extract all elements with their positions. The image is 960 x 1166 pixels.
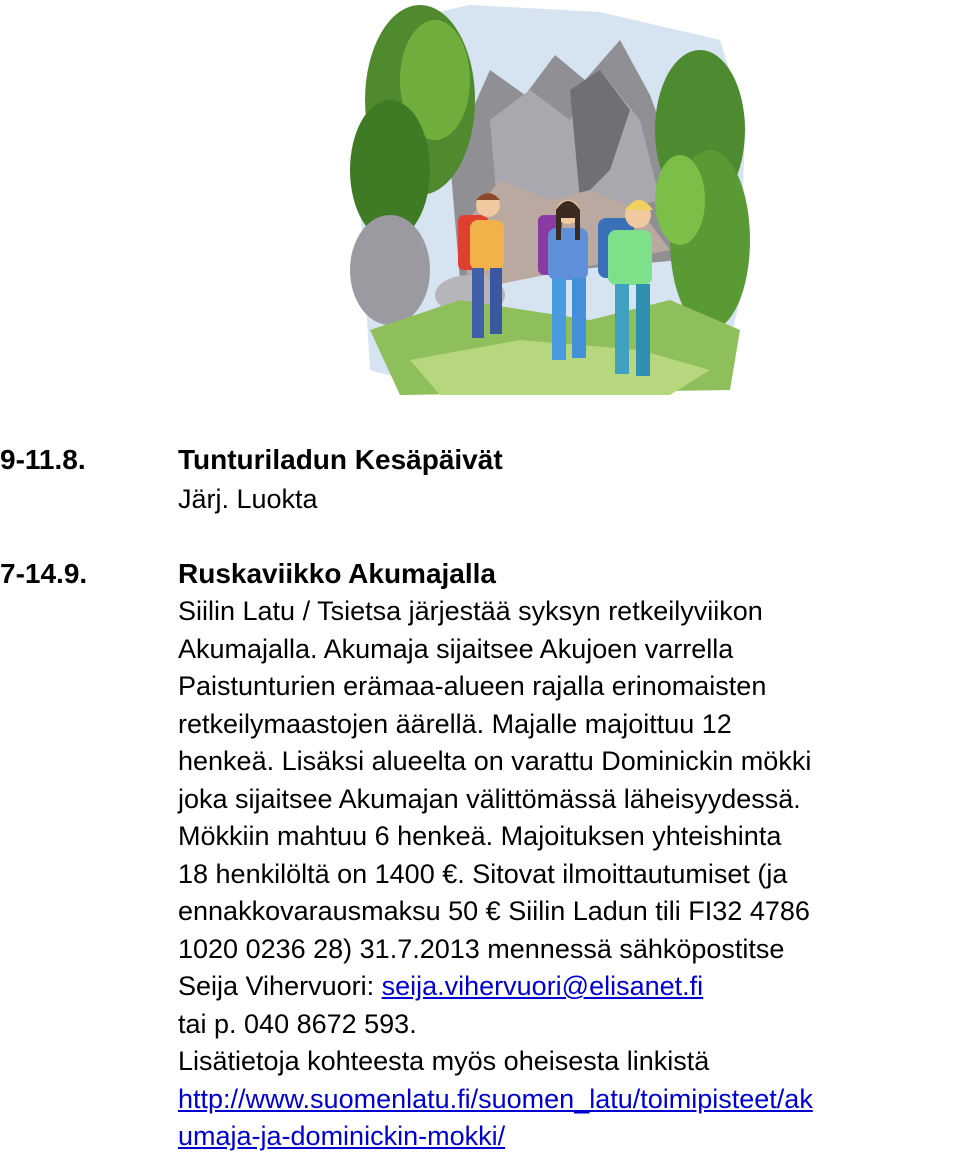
website-link[interactable]: http://www.suomenlatu.fi/suomen_latu/toimipisteet/ak: [178, 1084, 813, 1114]
email-link[interactable]: seija.vihervuori@elisanet.fi: [381, 971, 704, 1001]
event-date: 9-11.8.: [0, 444, 86, 475]
more-info-line: Lisätietoja kohteesta myös oheisesta linkistä: [178, 1046, 710, 1076]
description-line: Akumajalla. Akumaja sijaitsee Akujoen varrella: [178, 634, 734, 664]
hikers-illustration: [340, 0, 760, 400]
event-organizer: Järj. Luokta: [178, 484, 318, 514]
description-line: henkeä. Lisäksi alueelta on varattu Dominickin mökki: [178, 746, 812, 776]
phone-line: tai p. 040 8672 593.: [178, 1009, 417, 1039]
description-line: 1020 0236 28) 31.7.2013 mennessä sähköpostitse: [178, 934, 785, 964]
description-line: Siilin Latu / Tsietsa järjestää syksyn retkeilyviikon: [178, 596, 763, 626]
event-date: 7-14.9.: [0, 558, 88, 589]
description-line: Paistunturien erämaa-alueen rajalla erinomaisten: [178, 671, 767, 701]
description-line: ennakkovarausmaksu 50 € Siilin Ladun tili FI32 4786: [178, 896, 810, 926]
website-link-continued[interactable]: umaja-ja-dominickin-mokki/: [178, 1121, 506, 1151]
contact-name: Seija Vihervuori:: [178, 971, 382, 1001]
description-line: Mökkiin mahtuu 6 henkeä. Majoituksen yhteishinta: [178, 821, 782, 851]
url-link-line-2: [178, 1118, 505, 1156]
description-line: joka sijaitsee Akumajan välittömässä läheisyydessä.: [178, 784, 801, 814]
event-title: Tunturiladun Kesäpäivät: [178, 444, 503, 475]
contact-line: [178, 968, 703, 1006]
description-line: 18 henkilöltä on 1400 €. Sitovat ilmoittautumiset (ja: [178, 859, 788, 889]
url-link-line-1: [178, 1081, 813, 1119]
description-line: retkeilymaastojen äärellä. Majalle majoittuu 12: [178, 709, 732, 739]
event-title: Ruskaviikko Akumajalla: [178, 558, 497, 589]
